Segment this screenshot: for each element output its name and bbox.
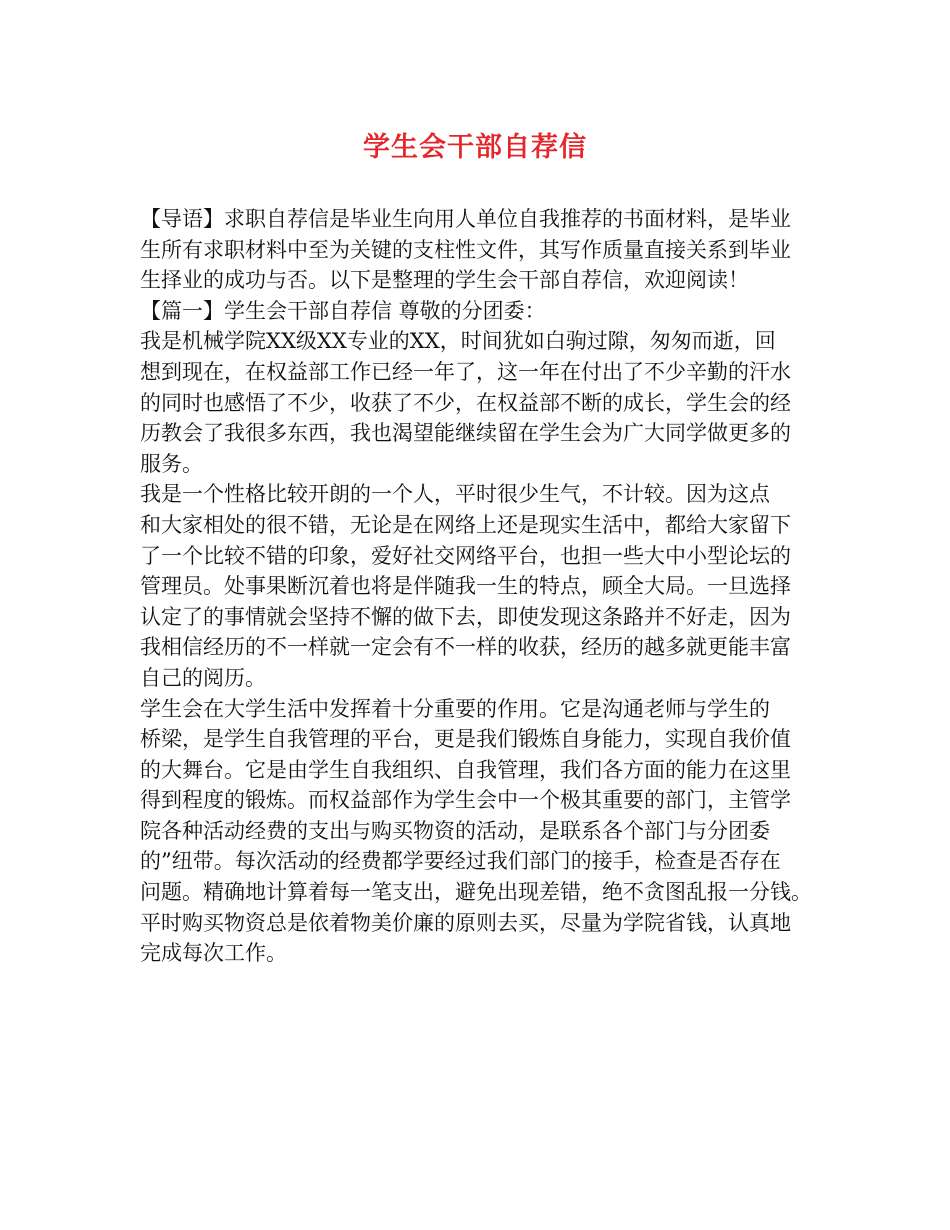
document-title: 学生会干部自荐信 (363, 132, 587, 163)
document-body (140, 204, 826, 969)
body-line: 生所有求职材料中至为关键的支柱性文件，其写作质量直接关系到毕业 (140, 237, 791, 262)
body-line: 历教会了我很多东西，我也渴望能继续留在学生会为广大同学做更多的 (140, 421, 791, 446)
body-line: 院各种活动经费的支出与购买物资的活动，是联系各个部门与分团委 (140, 818, 770, 843)
body-line: 平时购买物资总是依着物美价廉的原则去买，尽量为学院省钱，认真地 (140, 910, 791, 935)
body-line: 我相信经历的不一样就一定会有不一样的收获，经历的越多就更能丰富 (140, 635, 791, 660)
body-line: 了一个比较不错的印象，爱好社交网络平台，也担一些大中小型论坛的 (140, 543, 791, 568)
body-line: 服务。 (140, 451, 203, 476)
body-line: 认定了的事情就会坚持不懈的做下去，即使发现这条路并不好走，因为 (140, 604, 791, 629)
body-line: 我是机械学院XX级XX专业的XX，时间犹如白驹过隙，匆匆而逝，回 (140, 329, 776, 354)
body-line: 【篇一】学生会干部自荐信 尊敬的分团委： (140, 298, 546, 323)
body-line: 自己的阅历。 (140, 665, 266, 690)
body-line: 我是一个性格比较开朗的一个人，平时很少生气，不计较。因为这点 (140, 482, 770, 507)
body-line: 得到程度的锻炼。而权益部作为学生会中一个极其重要的部门，主管学 (140, 788, 791, 813)
body-line: 学生会在大学生活中发挥着十分重要的作用。它是沟通老师与学生的 (140, 696, 770, 721)
body-line: 的同时也感悟了不少，收获了不少，在权益部不断的成长，学生会的经 (140, 390, 791, 415)
body-line: 生择业的成功与否。以下是整理的学生会干部自荐信，欢迎阅读！ (140, 268, 749, 293)
body-line: 完成每次工作。 (140, 941, 287, 966)
body-line: 和大家相处的很不错，无论是在网络上还是现实生活中，都给大家留下 (140, 512, 791, 537)
body-line: 桥梁，是学生自我管理的平台，更是我们锻炼自身能力，实现自我价值 (140, 727, 791, 752)
body-line: 问题。精确地计算着每一笔支出，避免出现差错，绝不贪图乱报一分钱。 (140, 880, 812, 905)
body-line: 【导语】求职自荐信是毕业生向用人单位自我推荐的书面材料，是毕业 (140, 207, 791, 231)
body-line: 管理员。处事果断沉着也将是伴随我一生的特点，顾全大局。一旦选择 (140, 574, 791, 599)
body-line: 的”纽带。每次活动的经费都学要经过我们部门的接手，检查是否存在 (140, 849, 781, 874)
body-line: 想到现在，在权益部工作已经一年了，这一年在付出了不少辛勤的汗水 (140, 359, 791, 384)
body-line: 的大舞台。它是由学生自我组织、自我管理，我们各方面的能力在这里 (140, 757, 791, 782)
